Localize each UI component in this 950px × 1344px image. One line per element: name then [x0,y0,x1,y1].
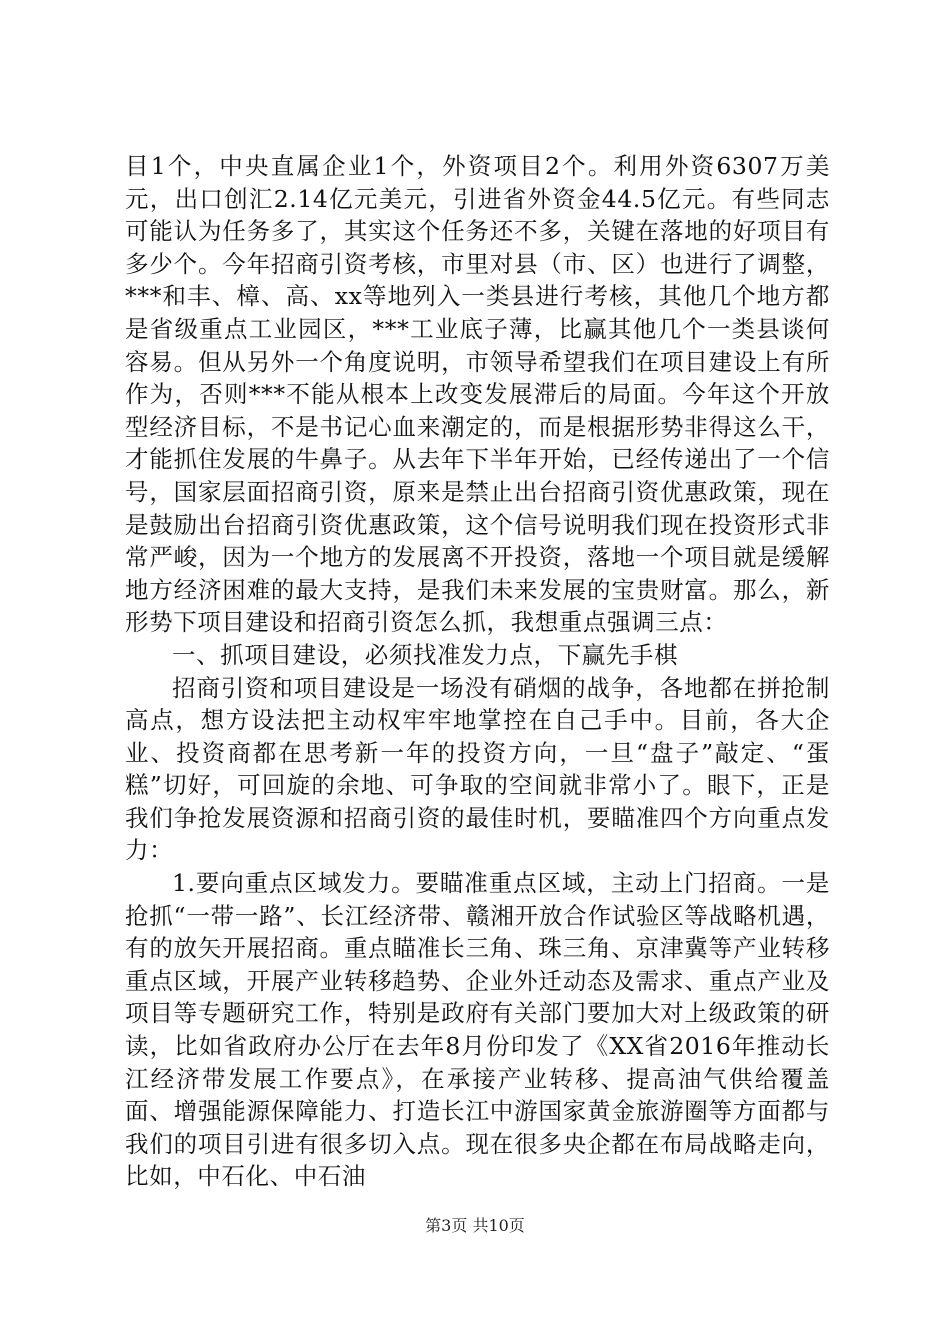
document-body [125,150,830,1193]
section-heading: 一、抓项目建设，必须找准发力点，下赢先手棋 [172,640,679,669]
paragraph: 1.要向重点区域发力。要瞄准重点区域，主动上门招商。一是抢抓“一带一路”、长江经济带、赣湘开放合作试验区等战略机遇，有的放矢开展招商。重点瞄准长三角、珠三角、京津冀等产业转移重点区域，开展产业转移趋势、企业外迁动态及需求、重点产业及项目等专题研究工作，特别是政府有关部门要加大对上级政策的研读，比如省政府办公厅在去年8月份印发了《XX省2016年推动长江经济带发展工作要点》，在承接产业转移、提高油气供给覆盖面、增强能源保障能力、打造长江中游国家黄金旅游圈等方面都与我们的项目引进有很多切入点。现在很多央企都在布局战略走向，比如，中石化、中石油 [125,869,830,1191]
page-footer: 第3页 共10页 [425,1216,525,1235]
paragraph-continuation: 目1个，中央直属企业1个，外资项目2个。利用外资6307万美元，出口创汇2.14亿元美元，引进省外资金44.5亿元。有些同志可能认为任务多了，其实这个任务还不多，关键在落地的好项目有多少个。今年招商引资考核，市里对县（市、区）也进行了调整，***和丰、樟、高、xx等地列入一类县进行考核，其他几个地方都是省级重点工业园区，***工业底子薄，比赢其他几个一类县谈何容易。但从另外一个角度说明，市领导希望我们在项目建设上有所作为，否则***不能从根本上改变发展滞后的局面。今年这个开放型经济目标，不是书记心血来潮定的，而是根据形势非得这么干，才能抓住发展的牛鼻子。从去年下半年开始，已经传递出了一个信号，国家层面招商引资，原来是禁止出台招商引资优惠政策，现在是鼓励出台招商引资优惠政策，这个信号说明我们现在投资形式非常严峻，因为一个地方的发展离不开投资，落地一个项目就是缓解地方经济困难的最大支持，是我们未来发展的宝贵财富。那么，新形势下项目建设和招商引资怎么抓，我想重点强调三点： [125,152,830,637]
paragraph: 招商引资和项目建设是一场没有硝烟的战争，各地都在拼抢制高点，想方设法把主动权牢牢地掌控在自己手中。目前，各大企业、投资商都在思考新一年的投资方向，一旦“盘子”敲定、“蛋糕”切好，可回旋的余地、可争取的空间就非常小了。眼下，正是我们争抢发展资源和招商引资的最佳时机，要瞄准四个方向重点发力： [125,673,830,865]
